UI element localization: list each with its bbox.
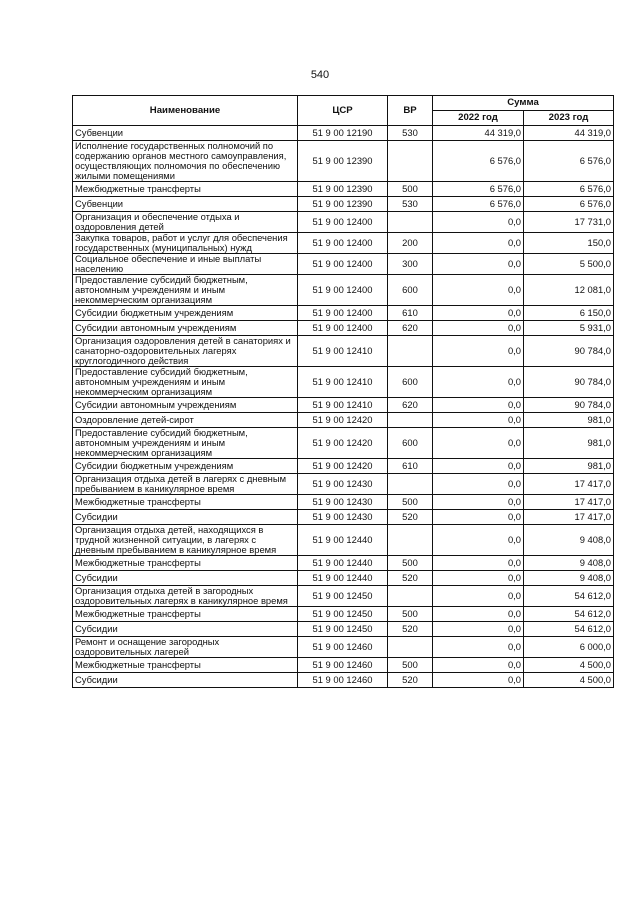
row-name: Субсидии автономным учреждениям [73, 398, 298, 413]
row-name: Предоставление субсидий бюджетным, автономным учреждениям и иным некоммерческим организациям [73, 367, 298, 398]
row-sum-2023: 9 408,0 [524, 571, 614, 586]
row-sum-2022: 0,0 [433, 459, 524, 474]
table-row [73, 254, 614, 275]
row-sum-2023: 6 000,0 [524, 637, 614, 658]
row-csr: 51 9 00 12390 [298, 182, 388, 197]
row-name: Оздоровление детей-сирот [73, 413, 298, 428]
row-vr: 520 [388, 622, 433, 637]
row-sum-2022: 6 576,0 [433, 197, 524, 212]
row-sum-2023: 9 408,0 [524, 556, 614, 571]
row-sum-2023: 4 500,0 [524, 673, 614, 688]
row-sum-2023: 981,0 [524, 413, 614, 428]
table-row [73, 510, 614, 525]
row-sum-2022: 0,0 [433, 525, 524, 556]
row-csr: 51 9 00 12390 [298, 141, 388, 182]
row-csr: 51 9 00 12430 [298, 474, 388, 495]
row-sum-2023: 6 150,0 [524, 306, 614, 321]
table-row [73, 413, 614, 428]
row-csr: 51 9 00 12400 [298, 212, 388, 233]
table-row [73, 275, 614, 306]
row-sum-2022: 0,0 [433, 622, 524, 637]
row-name: Ремонт и оснащение загородных оздоровительных лагерей [73, 637, 298, 658]
row-vr: 600 [388, 275, 433, 306]
row-sum-2023: 90 784,0 [524, 367, 614, 398]
table-row [73, 141, 614, 182]
table-body [73, 126, 614, 688]
row-sum-2023: 6 576,0 [524, 182, 614, 197]
header-2023: 2023 год [524, 111, 614, 126]
table-row [73, 459, 614, 474]
row-name: Межбюджетные трансферты [73, 182, 298, 197]
table-row [73, 556, 614, 571]
table-row [73, 428, 614, 459]
header-2022: 2022 год [433, 111, 524, 126]
row-sum-2023: 150,0 [524, 233, 614, 254]
row-sum-2022: 0,0 [433, 398, 524, 413]
row-vr [388, 141, 433, 182]
row-sum-2023: 90 784,0 [524, 336, 614, 367]
row-vr: 600 [388, 428, 433, 459]
row-vr [388, 637, 433, 658]
row-csr: 51 9 00 12430 [298, 495, 388, 510]
row-name: Социальное обеспечение и иные выплаты населению [73, 254, 298, 275]
row-name: Исполнение государственных полномочий по содержанию органов местного самоуправления, осуществляющих полномочия по обеспечению жилыми помещениями [73, 141, 298, 182]
table-row [73, 571, 614, 586]
table-row [73, 622, 614, 637]
row-vr: 300 [388, 254, 433, 275]
row-vr: 530 [388, 197, 433, 212]
row-vr: 610 [388, 306, 433, 321]
row-sum-2023: 17 417,0 [524, 495, 614, 510]
row-name: Межбюджетные трансферты [73, 556, 298, 571]
table-row [73, 197, 614, 212]
row-sum-2023: 54 612,0 [524, 586, 614, 607]
row-name: Субсидии [73, 622, 298, 637]
table-row [73, 306, 614, 321]
row-vr [388, 586, 433, 607]
row-vr: 500 [388, 556, 433, 571]
row-vr [388, 474, 433, 495]
table-row [73, 182, 614, 197]
row-sum-2023: 981,0 [524, 428, 614, 459]
row-csr: 51 9 00 12410 [298, 398, 388, 413]
page-number: 540 [310, 69, 330, 81]
row-name: Межбюджетные трансферты [73, 607, 298, 622]
row-name: Межбюджетные трансферты [73, 495, 298, 510]
row-name: Предоставление субсидий бюджетным, автономным учреждениям и иным некоммерческим организациям [73, 428, 298, 459]
row-csr: 51 9 00 12440 [298, 556, 388, 571]
row-sum-2022: 0,0 [433, 367, 524, 398]
table-row [73, 212, 614, 233]
row-sum-2023: 981,0 [524, 459, 614, 474]
row-sum-2022: 0,0 [433, 607, 524, 622]
row-sum-2023: 12 081,0 [524, 275, 614, 306]
row-name: Предоставление субсидий бюджетным, автономным учреждениям и иным некоммерческим организациям [73, 275, 298, 306]
table-row [73, 336, 614, 367]
row-csr: 51 9 00 12410 [298, 336, 388, 367]
row-name: Субсидии автономным учреждениям [73, 321, 298, 336]
row-sum-2023: 44 319,0 [524, 126, 614, 141]
row-name: Субвенции [73, 126, 298, 141]
row-vr: 520 [388, 510, 433, 525]
row-sum-2023: 90 784,0 [524, 398, 614, 413]
row-vr: 620 [388, 398, 433, 413]
row-csr: 51 9 00 12440 [298, 571, 388, 586]
row-sum-2022: 0,0 [433, 428, 524, 459]
row-sum-2022: 44 319,0 [433, 126, 524, 141]
table-row [73, 321, 614, 336]
header-sum: Сумма [433, 96, 614, 111]
table-row [73, 673, 614, 688]
header-csr: ЦСР [298, 96, 388, 126]
row-vr [388, 525, 433, 556]
header-name: Наименование [73, 96, 298, 126]
row-csr: 51 9 00 12420 [298, 413, 388, 428]
row-name: Субсидии бюджетным учреждениям [73, 459, 298, 474]
row-sum-2023: 6 576,0 [524, 141, 614, 182]
table-row [73, 658, 614, 673]
row-csr: 51 9 00 12460 [298, 658, 388, 673]
table-row [73, 607, 614, 622]
row-sum-2022: 6 576,0 [433, 141, 524, 182]
table-row [73, 398, 614, 413]
table-header [73, 96, 614, 126]
row-vr [388, 413, 433, 428]
row-sum-2023: 9 408,0 [524, 525, 614, 556]
row-csr: 51 9 00 12400 [298, 275, 388, 306]
row-csr: 51 9 00 12460 [298, 673, 388, 688]
row-sum-2023: 54 612,0 [524, 622, 614, 637]
row-name: Субсидии [73, 673, 298, 688]
row-sum-2023: 5 500,0 [524, 254, 614, 275]
table-row [73, 495, 614, 510]
row-sum-2023: 6 576,0 [524, 197, 614, 212]
row-sum-2022: 0,0 [433, 212, 524, 233]
row-csr: 51 9 00 12460 [298, 637, 388, 658]
row-name: Организация и обеспечение отдыха и оздоровления детей [73, 212, 298, 233]
row-sum-2022: 0,0 [433, 658, 524, 673]
row-sum-2023: 54 612,0 [524, 607, 614, 622]
row-vr: 200 [388, 233, 433, 254]
row-sum-2023: 17 417,0 [524, 510, 614, 525]
row-sum-2022: 0,0 [433, 254, 524, 275]
row-csr: 51 9 00 12410 [298, 367, 388, 398]
row-sum-2022: 0,0 [433, 413, 524, 428]
table-row [73, 474, 614, 495]
row-name: Организация отдыха детей в лагерях с дневным пребыванием в каникулярное время [73, 474, 298, 495]
row-csr: 51 9 00 12450 [298, 607, 388, 622]
row-name: Организация оздоровления детей в санаториях и санаторно-оздоровительных лагерях круглогодичного действия [73, 336, 298, 367]
row-csr: 51 9 00 12450 [298, 622, 388, 637]
row-sum-2022: 0,0 [433, 673, 524, 688]
row-vr [388, 336, 433, 367]
row-sum-2022: 0,0 [433, 306, 524, 321]
table-row [73, 637, 614, 658]
row-csr: 51 9 00 12400 [298, 321, 388, 336]
row-csr: 51 9 00 12400 [298, 254, 388, 275]
row-sum-2023: 17 731,0 [524, 212, 614, 233]
row-csr: 51 9 00 12420 [298, 459, 388, 474]
row-csr: 51 9 00 12440 [298, 525, 388, 556]
row-csr: 51 9 00 12400 [298, 233, 388, 254]
row-vr: 530 [388, 126, 433, 141]
row-name: Организация отдыха детей в загородных оздоровительных лагерях в каникулярное время [73, 586, 298, 607]
row-csr: 51 9 00 12450 [298, 586, 388, 607]
row-name: Субсидии [73, 571, 298, 586]
row-sum-2022: 0,0 [433, 637, 524, 658]
row-vr: 500 [388, 658, 433, 673]
row-vr [388, 212, 433, 233]
row-sum-2022: 0,0 [433, 571, 524, 586]
row-name: Субвенции [73, 197, 298, 212]
table-row [73, 586, 614, 607]
row-csr: 51 9 00 12190 [298, 126, 388, 141]
row-sum-2022: 6 576,0 [433, 182, 524, 197]
row-vr: 600 [388, 367, 433, 398]
row-vr: 520 [388, 673, 433, 688]
row-vr: 520 [388, 571, 433, 586]
row-sum-2023: 4 500,0 [524, 658, 614, 673]
table-row [73, 126, 614, 141]
row-name: Закупка товаров, работ и услуг для обеспечения государственных (муниципальных) нужд [73, 233, 298, 254]
row-csr: 51 9 00 12390 [298, 197, 388, 212]
row-sum-2022: 0,0 [433, 275, 524, 306]
row-sum-2022: 0,0 [433, 336, 524, 367]
row-name: Организация отдыха детей, находящихся в трудной жизненной ситуации, в лагерях с дневным пребыванием в каникулярное время [73, 525, 298, 556]
row-sum-2022: 0,0 [433, 510, 524, 525]
row-sum-2023: 17 417,0 [524, 474, 614, 495]
budget-table [72, 95, 614, 688]
row-vr: 500 [388, 495, 433, 510]
row-sum-2022: 0,0 [433, 233, 524, 254]
row-vr: 500 [388, 607, 433, 622]
row-vr: 620 [388, 321, 433, 336]
table-row [73, 367, 614, 398]
table-row [73, 525, 614, 556]
row-sum-2022: 0,0 [433, 556, 524, 571]
header-vr: ВР [388, 96, 433, 126]
row-sum-2022: 0,0 [433, 495, 524, 510]
row-name: Субсидии [73, 510, 298, 525]
row-vr: 610 [388, 459, 433, 474]
row-name: Субсидии бюджетным учреждениям [73, 306, 298, 321]
row-csr: 51 9 00 12420 [298, 428, 388, 459]
row-vr: 500 [388, 182, 433, 197]
row-sum-2022: 0,0 [433, 321, 524, 336]
table-row [73, 233, 614, 254]
row-csr: 51 9 00 12430 [298, 510, 388, 525]
row-csr: 51 9 00 12400 [298, 306, 388, 321]
row-sum-2023: 5 931,0 [524, 321, 614, 336]
row-name: Межбюджетные трансферты [73, 658, 298, 673]
row-sum-2022: 0,0 [433, 474, 524, 495]
row-sum-2022: 0,0 [433, 586, 524, 607]
